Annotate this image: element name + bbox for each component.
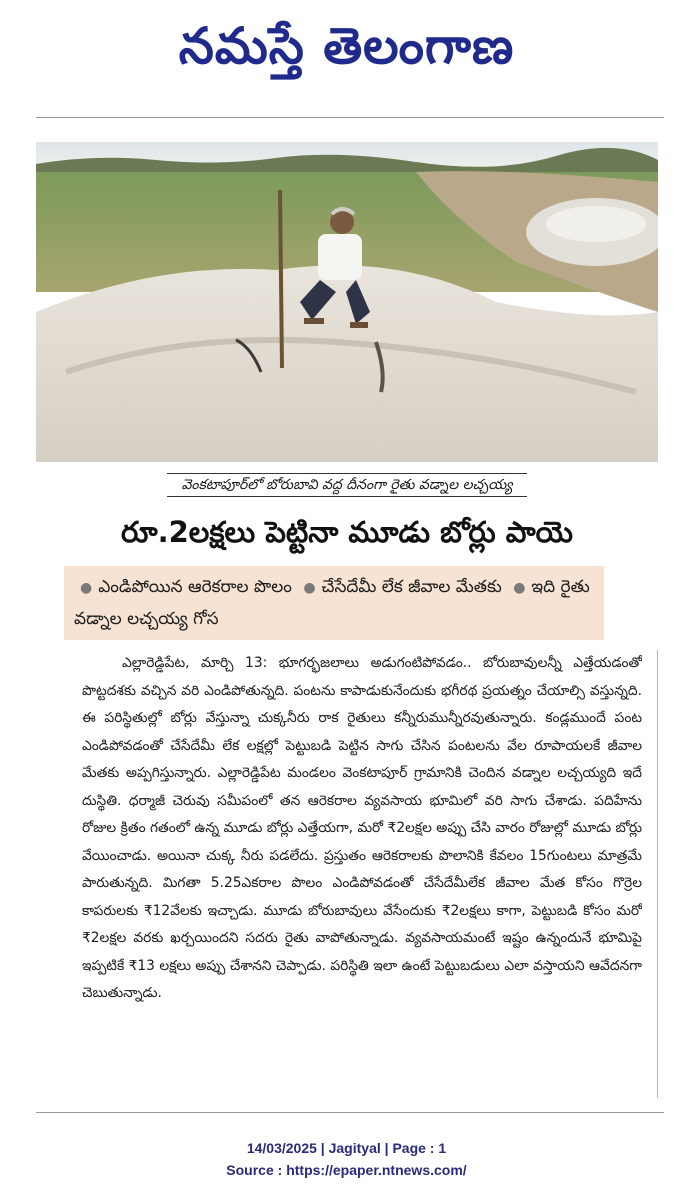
article-body: ఎల్లారెడ్డిపేట, మార్చి 13: భూగర్భజలాలు అడుగంటిపోవడం.. బోరుబావులన్నీ ఎత్తేయడంతో పొట్టదశకు వచ్చిన వరి ఎండిపోతున్నది. పంటను కాపాడుకునేందుకు భగీరథ ప్రయత్నం చేయాల్సి వస్తున్నది. ఈ పరిస్థితుల్లో బోర్లు వేస్తున్నా చుక్కనీరు రాక రైతులు కన్నీరుమున్నీరవుతున్నారు. కండ్లముందే పంట ఎండిపోవడంతో చేసేదేమీ లేక లక్షల్లో పెట్టుబడి పెట్టిన సాగు చేసిన పంటలను వేల రూపాయలకే జీవాల మేతకు అప్పగిస్తున్నారు. ఎల్లారెడ్డిపేట మండలం వెంకటాపూర్ గ్రామానికి చెందిన వడ్నాల లచ్చయ్యది ఇదే దుస్థితి. ధర్మాజీ చెరువు సమీపంలో తన ఆరెకరాల వ్యవసాయ భూమిలో వరి సాగు చేశాడు. పదిహేను రోజుల క్రితం గతంలో ఉన్న మూడు బోర్లు ఎత్తేయగా, మరో ₹2లక్షల అప్పు చేసి వారం రోజుల్లో మూడు బోర్లు వేయించాడు. అయినా చుక్క నీరు పడలేదు. ప్రస్తుతం ఆరెకరాలకు పొలానికి కేవలం 15గుంటలు మాత్రమే పారుతున్నది. మిగతా 5.25ఎకరాల పొలం ఎండిపోవడంతో చేసేదేమీలేక జీవాల మేత కోసం గొర్రెల కాపరులకు ₹12వేలకు ఇచ్చాడు. మూడు బోరుబావులు వేసేందుకు ₹2లక్షలు కాగా, పెట్టుబడి కోసం మరో ₹2లక్షల వరకు ఖర్చయిందని సదరు రైతు వాపోతున్నాడు. వ్యవసాయమంటే ఇష్టం ఉన్నందునే భూమిపై ఇప్పటికే ₹13 లక్షలు అప్పు చేశానని చెప్పాడు. పరిస్థితి ఇలా ఉంటే పెట్టుబడులు ఎలా వస్తాయని ఆవేదనగా చెబుతున్నాడు. xyxy=(82,655,642,1001)
footer-source-link[interactable]: Source : https://epaper.ntnews.com/ xyxy=(226,1162,467,1178)
column-divider xyxy=(657,650,658,1098)
photo-caption xyxy=(36,468,658,502)
summary-point-2: చేసేదేమీ లేక జీవాల మేతకు xyxy=(321,577,502,597)
farmer-at-borewell-photo xyxy=(36,142,658,462)
footer-divider xyxy=(36,1112,664,1113)
footer-date-edition: 14/03/2025 | Jagityal | Page : 1 xyxy=(246,1140,447,1156)
newspaper-masthead: నమస్తే తెలంగాణ xyxy=(178,16,515,75)
bullet-icon: ● xyxy=(80,580,93,596)
summary-point-3: ఇది రైతు వడ్నాల లచ్చయ్య గోస xyxy=(74,577,590,629)
masthead-divider xyxy=(36,117,664,118)
article-photo xyxy=(36,142,658,462)
summary-point-1: ఎండిపోయిన ఆరెకరాల పొలం xyxy=(98,577,292,597)
bullet-icon: ● xyxy=(303,580,316,596)
article-summary-box xyxy=(64,566,604,640)
photo-caption-text: వెంకటాపూర్‌లో బోరుబావి వద్ద దీనంగా రైతు వడ్నాల లచ్చయ్య xyxy=(167,473,526,497)
article-headline: రూ.2లక్షలు పెట్టినా మూడు బోర్లు పాయె xyxy=(121,515,573,549)
bullet-icon: ● xyxy=(513,580,526,596)
